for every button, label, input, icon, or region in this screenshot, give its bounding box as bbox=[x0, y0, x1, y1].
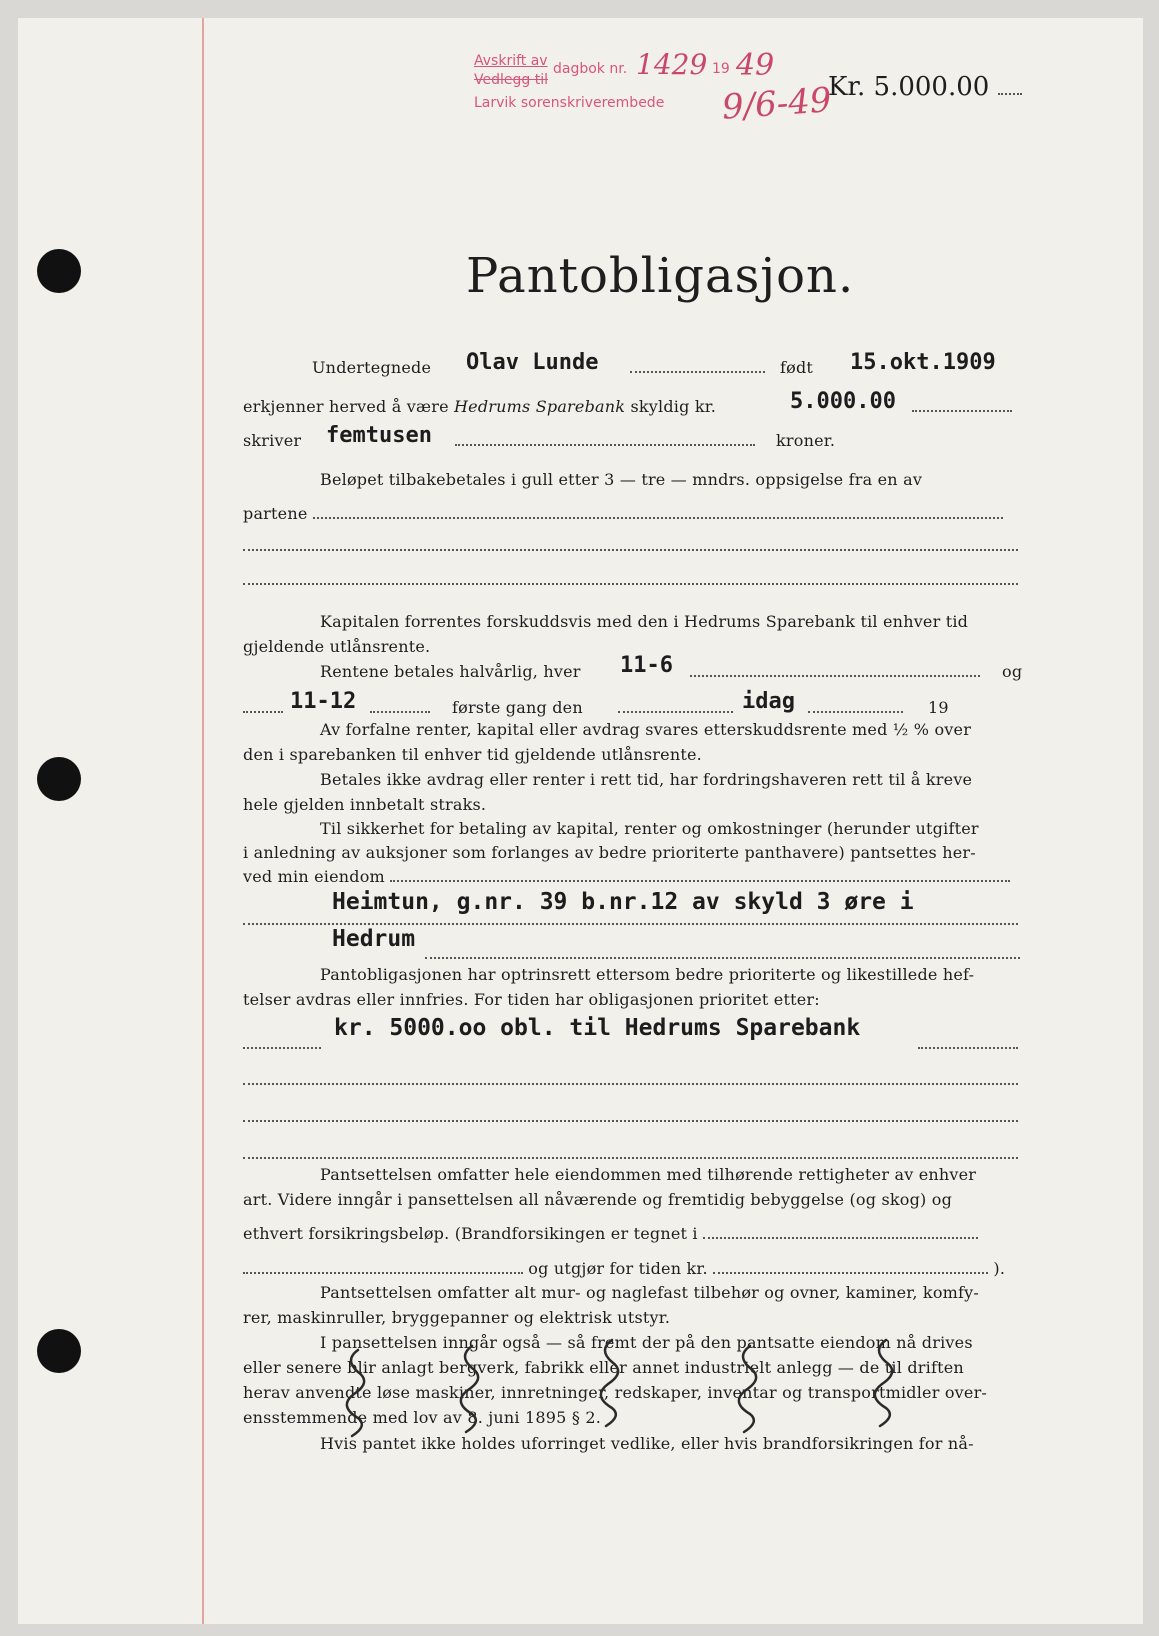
forfalne-line1: Av forfalne renter, kapital eller avdrag svares etterskuddsrente med ½ % over bbox=[320, 720, 972, 739]
industri-line4: ensstemmende med lov av 8. juni 1895 § 2. bbox=[243, 1408, 601, 1427]
belopet-line: Beløpet tilbakebetales i gull etter 3 — tre — mndrs. oppsigelse fra en av bbox=[320, 470, 923, 489]
undertegnede-line: Undertegnede bbox=[312, 358, 432, 377]
industri-line1: I pansettelsen inngår også — så fremt der på den pantsatte eiendom nå drives bbox=[320, 1333, 973, 1352]
murfast-line2: rer, maskinruller, bryggepanner og elektrisk utstyr. bbox=[243, 1308, 671, 1327]
forste-gang-value: idag bbox=[742, 689, 795, 714]
kapitalen-line2: gjeldende utlånsrente. bbox=[243, 637, 431, 656]
partene-line: partene bbox=[243, 504, 1023, 523]
year-prefix: 19 bbox=[928, 698, 949, 717]
punch-hole bbox=[37, 1329, 81, 1373]
betales-line1: Betales ikke avdrag eller renter i rett tid, har fordringshaveren rett til å kreve bbox=[320, 770, 973, 789]
prioritet-line2: telser avdras eller innfries. For tiden har obligasjonen prioritet etter: bbox=[243, 990, 820, 1009]
stamp-office: Larvik sorenskriverembede bbox=[474, 95, 665, 111]
skriver-line: skriver bbox=[243, 431, 302, 450]
omfatter-line1: Pantsettelsen omfatter hele eiendommen med tilhørende rettigheter av enhver bbox=[320, 1165, 977, 1184]
utgjor-line: og utgjør for tiden kr. ). bbox=[243, 1259, 1023, 1278]
header-amount: Kr. 5.000.00 bbox=[828, 72, 1022, 102]
prioritet-line1: Pantobligasjonen har optrinsrett ettersom bedre prioriterte og likestillede hef- bbox=[320, 965, 975, 984]
industri-line3: herav anvendte løse maskiner, innretninger, redskaper, inventar og transportmidler over- bbox=[243, 1383, 988, 1402]
rentene-date2: 11-12 bbox=[290, 689, 357, 714]
red-margin-line bbox=[202, 18, 204, 1624]
fodt-label: født bbox=[780, 358, 814, 377]
erkjenner-line: erkjenner herved å være Hedrums Sparebank skyldig kr. bbox=[243, 397, 717, 416]
kapitalen-line1: Kapitalen forrentes forskuddsvis med den i Hedrums Sparebank til enhver tid bbox=[320, 612, 969, 631]
industri-line2: eller senere blir anlagt bergverk, fabrikk eller annet industrielt anlegg — de til driften bbox=[243, 1358, 964, 1377]
stamp-avskrift: Avskrift av bbox=[474, 53, 548, 69]
forfalne-line2: den i sparebanken til enhver tid gjeldende utlånsrente. bbox=[243, 745, 702, 764]
property-line1: Heimtun, g.nr. 39 b.nr.12 av skyld 3 øre i bbox=[332, 889, 914, 915]
stamp-year-suffix: 49 bbox=[736, 48, 775, 83]
stamp-date: 9/6-49 bbox=[720, 80, 833, 128]
strike-through-scribbles bbox=[240, 1320, 960, 1440]
punch-hole bbox=[37, 757, 81, 801]
stamp-year-label: 19 bbox=[712, 61, 730, 77]
rentene-line: Rentene betales halvårlig, hver bbox=[320, 662, 581, 681]
amount-field: 5.000.00 bbox=[790, 389, 896, 414]
omfatter-line3: ethvert forsikringsbeløp. (Brandforsikingen er tegnet i bbox=[243, 1224, 1023, 1243]
document-title: Pantobligasjon. bbox=[466, 248, 855, 304]
stamp-dagbok-label: dagbok nr. bbox=[553, 61, 628, 77]
betales-line2: hele gjelden innbetalt straks. bbox=[243, 795, 487, 814]
kroner-label: kroner. bbox=[776, 431, 836, 450]
name-field: Olav Lunde bbox=[466, 350, 599, 375]
forste-gang-label: første gang den bbox=[452, 698, 583, 717]
murfast-line1: Pantsettelsen omfatter alt mur- og naglefast tilbehør og ovner, kaminer, komfy- bbox=[320, 1283, 979, 1302]
rentene-date1: 11-6 bbox=[620, 653, 673, 678]
prioritet-value: kr. 5000.oo obl. til Hedrums Sparebank bbox=[334, 1015, 861, 1041]
og-label: og bbox=[1002, 662, 1023, 681]
vedlike-line: Hvis pantet ikke holdes uforringet vedlike, eller hvis brandforsikringen for nå- bbox=[320, 1434, 974, 1453]
punch-hole bbox=[37, 249, 81, 293]
property-line2: Hedrum bbox=[332, 926, 416, 952]
birth-date-field: 15.okt.1909 bbox=[850, 350, 996, 375]
amount-words-field: femtusen bbox=[326, 423, 432, 448]
omfatter-line2: art. Videre inngår i pansettelsen all nåværende og fremtidig bebyggelse (og skog) og bbox=[243, 1190, 953, 1209]
sikkerhet-line2: i anledning av auksjoner som forlanges av bedre prioriterte panthavere) pantsettes her- bbox=[243, 843, 976, 862]
sikkerhet-line3: ved min eiendom bbox=[243, 867, 1023, 886]
stamp-dagbok-number: 1429 bbox=[636, 48, 708, 81]
sikkerhet-line1: Til sikkerhet for betaling av kapital, renter og omkostninger (herunder utgifter bbox=[320, 819, 979, 838]
stamp-vedlegg: Vedlegg til bbox=[474, 72, 548, 88]
